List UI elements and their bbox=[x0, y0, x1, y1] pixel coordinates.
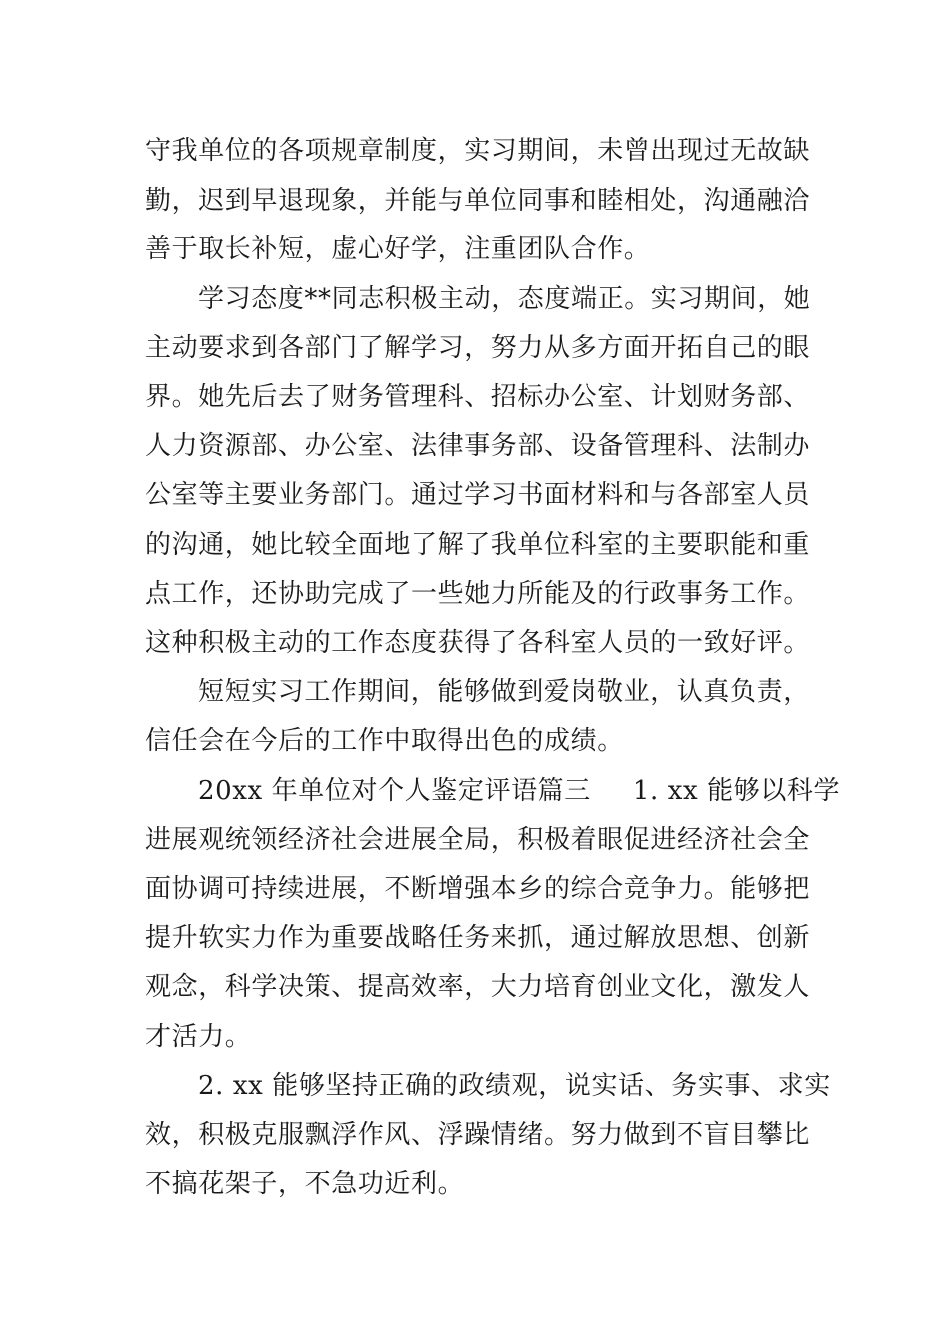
text-line: 的沟通，她比较全面地了解了我单位科室的主要职能和重 bbox=[145, 530, 811, 560]
text-line: 观念，科学决策、提高效率，大力培育创业文化，激发人 bbox=[145, 972, 811, 1002]
section-heading-line bbox=[198, 771, 841, 811]
text-line: 提升软实力作为重要战略任务来抓，通过解放思想、创新 bbox=[145, 923, 811, 953]
text-line: 效，积极克服飘浮作风、浮躁情绪。努力做到不盲目攀比 bbox=[145, 1120, 811, 1150]
paragraph-first-line: 2. xx 能够坚持正确的政绩观，说实话、务实事、求实 bbox=[198, 1071, 831, 1101]
item-number-text: 1. xx 能够以科学 bbox=[632, 776, 841, 806]
text-line: 这种积极主动的工作态度获得了各科室人员的一致好评。 bbox=[145, 628, 811, 658]
text-line: 善于取长补短，虚心好学，注重团队合作。 bbox=[145, 234, 651, 264]
text-line: 界。她先后去了财务管理科、招标办公室、计划财务部、 bbox=[145, 382, 811, 412]
text-line: 勤，迟到早退现象，并能与单位同事和睦相处，沟通融洽 bbox=[145, 186, 811, 216]
text-line: 信任会在今后的工作中取得出色的成绩。 bbox=[145, 726, 624, 756]
text-line: 进展观统领经济社会进展全局，积极着眼促进经济社会全 bbox=[145, 825, 811, 855]
text-line: 不搞花架子，不急功近利。 bbox=[145, 1169, 465, 1199]
paragraph-first-line: 学习态度**同志积极主动，态度端正。实习期间，她 bbox=[198, 284, 811, 314]
section-title: 20xx 年单位对个人鉴定评语篇三 bbox=[198, 776, 591, 806]
text-line: 才活力。 bbox=[145, 1022, 252, 1052]
paragraph-first-line: 短短实习工作期间，能够做到爱岗敬业，认真负责， bbox=[198, 677, 810, 707]
text-line: 面协调可持续进展，不断增强本乡的综合竞争力。能够把 bbox=[145, 874, 811, 904]
text-line: 点工作，还协助完成了一些她力所能及的行政事务工作。 bbox=[145, 579, 811, 609]
text-line: 主动要求到各部门了解学习，努力从多方面开拓自己的眼 bbox=[145, 333, 811, 363]
text-line: 公室等主要业务部门。通过学习书面材料和与各部室人员 bbox=[145, 480, 811, 510]
text-line: 人力资源部、办公室、法律事务部、设备管理科、法制办 bbox=[145, 431, 811, 461]
text-line: 守我单位的各项规章制度，实习期间，未曾出现过无故缺 bbox=[145, 136, 811, 166]
